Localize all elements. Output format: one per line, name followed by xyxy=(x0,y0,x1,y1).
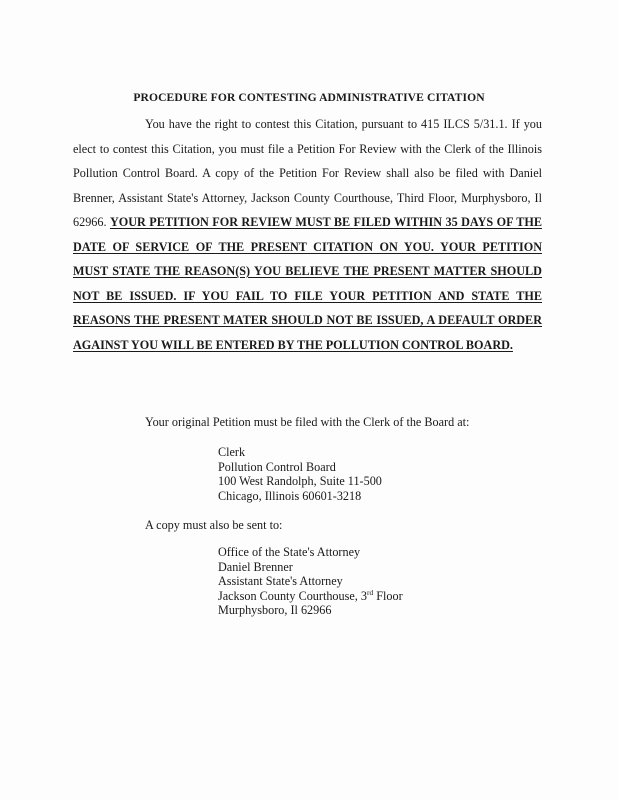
filing-deadline-warning: YOUR PETITION FOR REVIEW MUST BE FILED WITHIN 35 DAYS OF THE DATE OF SERVICE OF THE PRESENT CITATION ON YOU. YOUR PETITION MUST STATE THE REASON(S) YOU BELIEVE THE PRESENT MATTER SHOULD NOT BE ISSUED. IF YOU FAIL TO FILE YOUR PETITION AND STATE THE REASONS THE PRESENT MATER SHOULD NOT BE ISSUED, A DEFAULT ORDER AGAINST YOU WILL BE ENTERED BY THE POLLUTION CONTROL BOARD. xyxy=(73,215,542,352)
document-title: PROCEDURE FOR CONTESTING ADMINISTRATIVE CITATION xyxy=(133,91,485,104)
address-line xyxy=(218,589,403,604)
address-line: Assistant State's Attorney xyxy=(218,574,343,589)
contest-procedure-paragraph xyxy=(73,112,542,357)
copy-filing-instruction: A copy must also be sent to: xyxy=(145,518,283,532)
original-filing-instruction: Your original Petition must be filed with the Clerk of the Board at: xyxy=(145,415,470,429)
address-line: Murphysboro, Il 62966 xyxy=(218,603,332,618)
address-line: 100 West Randolph, Suite 11-500 xyxy=(218,474,382,489)
clerk-address-block xyxy=(218,445,382,503)
address-line: Pollution Control Board xyxy=(218,459,336,474)
address-line: Chicago, Illinois 60601-3218 xyxy=(218,488,362,503)
address-line: Daniel Brenner xyxy=(218,559,293,574)
courthouse-text: Jackson County Courthouse, 3 xyxy=(218,588,367,603)
floor-text: Floor xyxy=(373,588,403,603)
ordinal-suffix: rd xyxy=(366,587,374,597)
states-attorney-address-block xyxy=(218,545,403,618)
paragraph-intro-text: You have the right to contest this Citation, pursuant to 415 ILCS 5/31.1. If you elect to contest this Citation, you must file a Petition For Review with the Clerk of the Illinois Pollution Control Board. A copy of the Petition For Review shall also be filed with Daniel Brenner, Assistant State's Attorney, Jackson County Courthouse, Third Floor, Murphysboro, Il 62966. xyxy=(73,117,542,229)
address-line: Office of the State's Attorney xyxy=(218,545,361,559)
address-line: Clerk xyxy=(218,445,246,459)
